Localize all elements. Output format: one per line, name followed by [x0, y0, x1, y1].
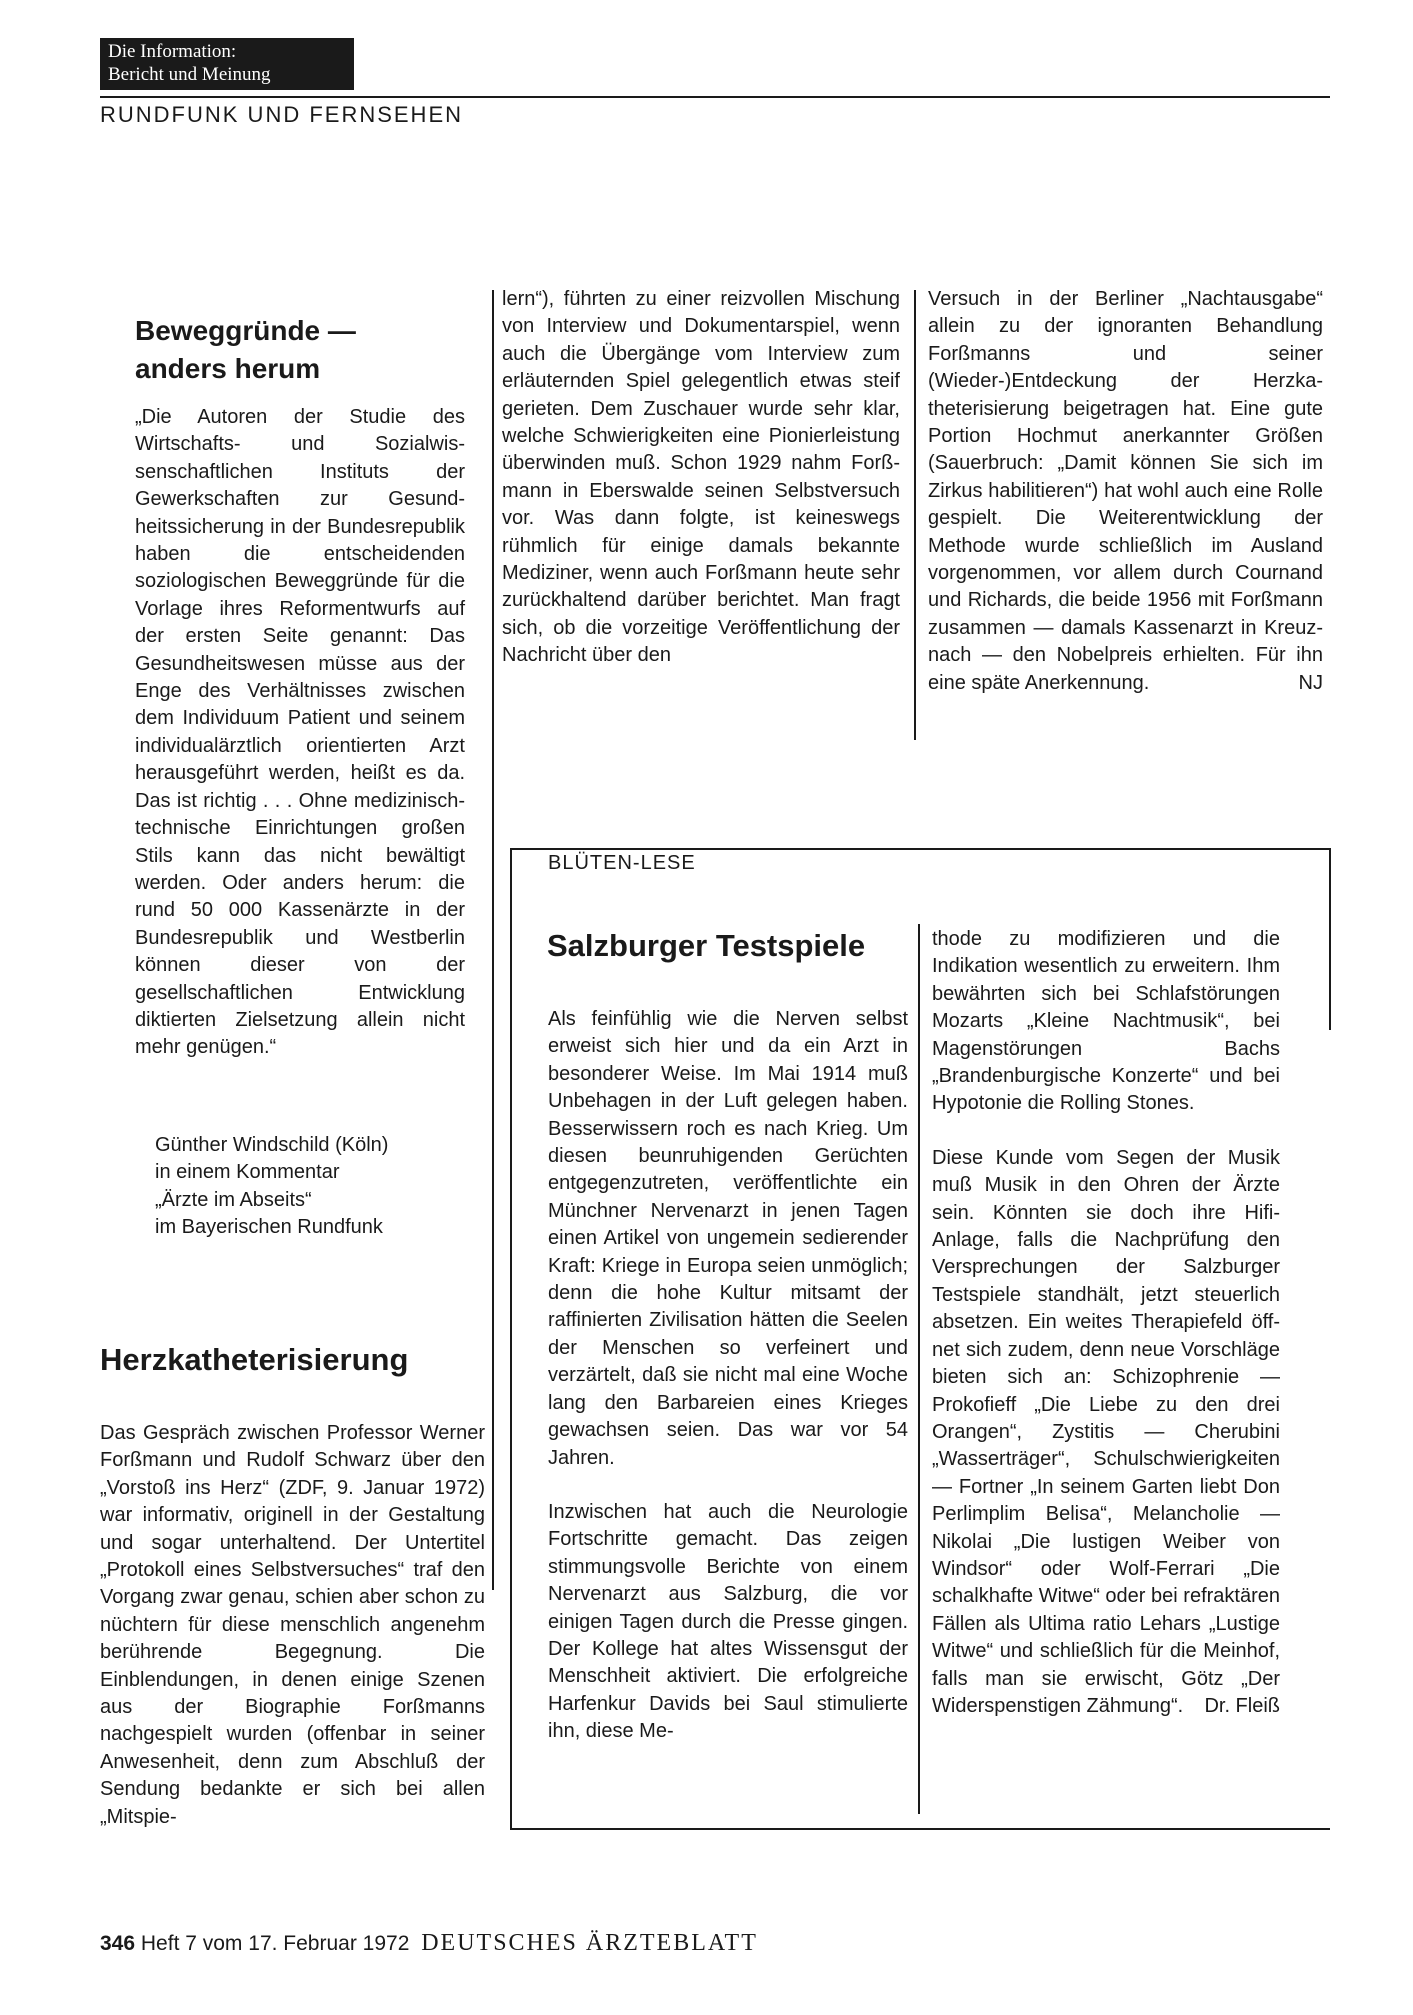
article2-signature: NJ — [1298, 671, 1323, 694]
section-header-box — [100, 38, 354, 90]
article1-body-text: „Die Autoren der Studie des Wirtschafts- und Sozialwissenschaftlichen Instituts der Gewerkschaften zur Gesundheitssicherung in der Bundesrepublik haben die entscheidenden soziologischen Beweggründe für die Vorlage ihres Reformentwurfs auf der ersten Seite genannt: Das Gesundheitswesen müsse aus der Enge des Verhältnisses zwischen dem Individuum Patient und seinem individualärztlich orientierten Arzt herausgeführt werden, heißt es da. Das ist richtig . . . Ohne medizinisch-technische Einrichtungen großen Stils kann das nicht bewältigt werden. Oder anders herum: die rund 50 000 Kassenärzte in der Bundesrepublik und Westberlin können dieser von der gesellschaftlichen Entwicklung diktierten Zielsetzung allein nicht mehr genügen.“ — [135, 406, 465, 1059]
box-bottom-rule — [510, 1828, 1330, 1830]
article2-title: Herzkatheterisierung — [100, 1342, 409, 1377]
journal-name: DEUTSCHES ÄRZTEBLATT — [421, 1930, 758, 1956]
box-top-rule — [510, 848, 1330, 850]
column-divider-2 — [914, 290, 916, 740]
header-rule — [100, 96, 1330, 98]
article2-column-1 — [100, 1420, 485, 1831]
article2-column-1-text: Das Gespräch zwischen Professor Werner Forßmann und Rudolf Schwarz über den „Vorstoß ins Herz“ (ZDF, 9. Januar 1972) war informativ, originell in der Gestaltung und sogar unterhaltend. Der Untertitel „Protokoll eines Selbstversuches“ traf den Vorgang zwar genau, schien aber schon zu nüchtern für diese menschlich angenehm berührende Begegnung. Die Einblendungen, in denen einige Szenen aus der Biographie Forßmanns nachgespielt wurden (offenbar in seiner Anwesenheit, denn zum Abschluß der Sendung bedankte er sich bei allen „Mitspie- — [100, 1422, 485, 1828]
section-label: RUNDFUNK UND FERNSEHEN — [100, 102, 464, 127]
box-left-rule — [510, 848, 512, 1830]
article1-title-line-2: anders herum — [135, 353, 321, 384]
article3-signature: Dr. Fleiß — [1204, 1694, 1280, 1717]
article2-column-3 — [928, 286, 1323, 697]
article3-column-2-paragraph-1: thode zu modifizieren und die Indikation wesentlich zu erweitern. Ihm bewährten sich bei Schlafstörungen Mozarts „Kleine Nachtmusik“, bei Magenstörungen Bachs „Brandenburgische Konzerte“ und bei Hypotonie die Rolling Stones. — [932, 928, 1280, 1115]
article2-column-3-text — [928, 286, 1323, 697]
article1-attribution-line-4: im Bayerischen Rundfunk — [155, 1216, 383, 1239]
box-right-rule — [1329, 848, 1331, 1030]
issue-info: Heft 7 vom 17. Februar 1972 — [140, 1932, 410, 1955]
article1-attribution-line-1: Günther Windschild (Köln) — [155, 1134, 389, 1156]
article2-column-2 — [502, 286, 900, 670]
column-divider-3 — [918, 924, 920, 1814]
article3-column-1 — [548, 1006, 908, 1746]
article1-attribution-line-2: in einem Kommentar — [155, 1161, 340, 1184]
article2-column-3-body: Versuch in der Berliner „Nachtausgabe“ allein zu der ignoranten Behandlung Forßmanns und seiner (Wieder-)Entdeckung der Herzkatheterisierung beigetragen hat. Eine gute Portion Hochmut anerkannter Größen (Sauerbruch: „Damit können Sie sich im Zirkus habilitieren“) hat wohl auch eine Rolle gespielt. Die Weiterentwicklung der Methode wurde schließlich im Ausland vorgenommen, vor allem durch Cournand und Richards, die beide 1956 mit Forßmann zusammen — damals Kassenarzt in Kreuznach — den Nobelpreis erhielten. Für ihn eine späte Anerkennung. — [928, 288, 1323, 694]
article1-attribution-line-3: „Ärzte im Abseits“ — [155, 1188, 312, 1211]
article1-title — [135, 312, 356, 388]
article1-title-line-1: Beweggründe — — [135, 315, 356, 346]
article1-body — [135, 404, 465, 1062]
article3-column-1-paragraph-1: Als feinfühlig wie die Nerven selbst erweist sich hier und da ein Arzt in besonderer Weise. Im Mai 1914 muß Unbehagen in der Luft gelegen haben. Besserwissern roch es nach Krieg. Um diesen beunruhigenden Gerüchten entgegenzutreten, veröffentlichte ein Münchner Nervenarzt in jenen Tagen einen Artikel von ungemein sedierender Kraft: Kriege in Europa seien unmöglich; denn die hohe Kultur mitsamt der raffinierten Zivilisation hätten die Seelen der Menschen so verfeinert und verzärtelt, daß sie nicht mal eine Woche lang den Barbareien eines Krieges gewachsen seien. Das war vor 54 Jahren. — [548, 1008, 908, 1469]
page-footer — [100, 1930, 758, 1957]
article3-column-2-paragraph-2-body: Diese Kunde vom Segen der Musik muß Musik in den Ohren der Ärzte sein. Könnten sie doch ihre Hifi-Anlage, falls die Nachprüfung den Versprechungen der Salzburger Testspiele standhält, jetzt steuerlich absetzen. Ein weites Therapiefeld öffnet sich zudem, denn neue Vorschläge bieten sich an: Schizophrenie — Prokofieff „Die Liebe zu den drei Orangen“, Zystitis — Cherubini „Wasserträger“, Schulschwierigkeiten — Fortner „In seinem Garten liebt Don Perlimplim Belisa“, Melancholie — Nikolai „Die lustigen Weiber von Windsor“ oder Wolf-Ferrari „Die schalkhafte Witwe“ oder bei refraktären Fällen als Ultima ratio Lehars „Lustige Witwe“ und schließlich für die Meinhof, falls man sie erwischt, Götz „Der Widerspenstigen Zähmung“. — [932, 1146, 1280, 1717]
page-number: 346 — [100, 1932, 136, 1955]
article3-column-2-paragraph-2 — [932, 1145, 1280, 1721]
article2-column-2-text: lern“), führten zu einer reizvollen Mischung von Interview und Dokumentarspiel, wenn auch die Übergänge vom Interview zum erläuternden Spiel gelegentlich etwas steif gerieten. Dem Zuschauer wurde sehr klar, welche Schwierigkeiten eine Pionierleistung überwinden muß. Schon 1929 nahm Forßmann in Eberswalde seinen Selbstversuch vor. Was dann folgte, ist keineswegs rühmlich für einige damals bekannte Mediziner, wenn auch Forßmann heute sehr zurückhaltend darüber berichtet. Man fragt sich, ob die vorzeitige Veröffentlichung der Nachricht über den — [502, 288, 900, 667]
article3-column-2 — [932, 926, 1280, 1720]
article3-column-1-paragraph-2: Inzwischen hat auch die Neurologie Fortschritte gemacht. Das zeigen stimmungsvolle Berichte von einem Nervenarzt aus Salzburg, die vor einigen Tagen durch die Presse gingen. Der Kollege hat altes Wissensgut der Menschheit aktiviert. Die erfolgreiche Harfenkur Davids bei Saul stimulierte ihn, diese Me- — [548, 1500, 908, 1743]
article3-title: Salzburger Testspiele — [547, 928, 866, 963]
header-line-2: Bericht und Meinung — [108, 64, 271, 85]
header-line-1: Die Information: — [108, 41, 237, 62]
article1-attribution — [155, 1132, 388, 1242]
article3-label: BLÜTEN-LESE — [548, 852, 696, 874]
column-divider-1 — [492, 290, 494, 1590]
